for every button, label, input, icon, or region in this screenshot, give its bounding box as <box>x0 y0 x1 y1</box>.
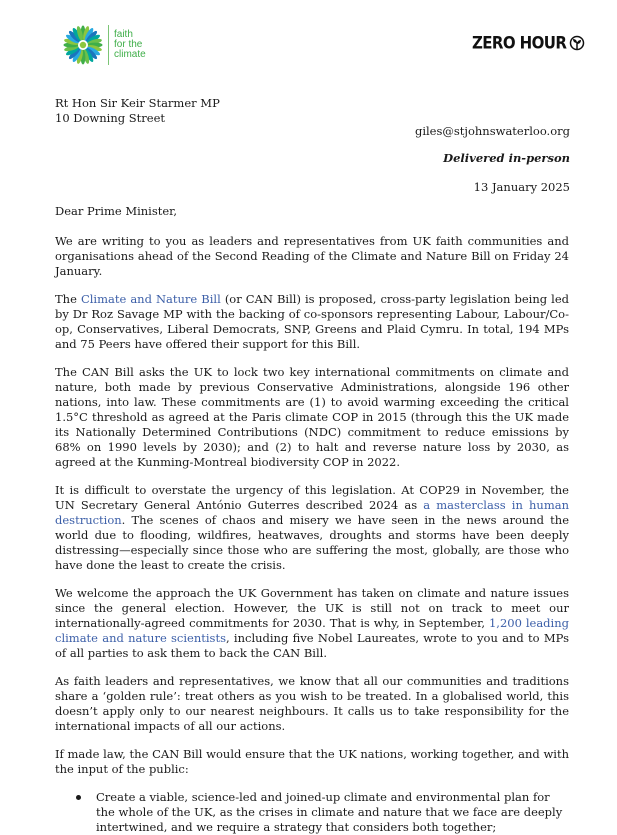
paragraph-5-text-post: , including five Nobel Laureates, wrote to you and to MPs of all parties to ask them to back the CAN Bill. <box>55 631 569 660</box>
flower-logo-icon <box>62 24 104 66</box>
zero-hour-logo <box>472 34 585 52</box>
recipient-street: 10 Downing Street <box>55 111 166 125</box>
paragraph-6: As faith leaders and representatives, we know that all our communities and traditions share a ‘golden rule’: treat others as you wish to be treated. In a globalised world, this doesn’t apply only to our nearest neighbours. It calls us to take responsibility for the international impacts of all our actions. <box>55 674 569 733</box>
paragraph-2 <box>55 292 569 352</box>
logo-line-3: climate <box>114 49 146 60</box>
letter-date: 13 January 2025 <box>473 180 570 194</box>
logo-divider <box>108 25 109 65</box>
paragraph-1: We are writing to you as leaders and representatives from UK faith communities and organisations ahead of the Second Reading of the Climate and Nature Bill on Friday 24 January. <box>55 234 569 278</box>
greeting: Dear Prime Minister, <box>55 204 178 218</box>
bullet-list <box>55 790 569 835</box>
sender-email: giles@stjohnswaterloo.org <box>414 124 570 138</box>
paragraph-7: If made law, the CAN Bill would ensure that the UK nations, working together, and with the input of the public: <box>55 747 569 776</box>
list-item <box>55 790 569 835</box>
bullet-text: Create a viable, science-led and joined-up climate and environmental plan for the whole of the UK, as the crises in climate and nature that we face are deeply intertwined, and we require a strategy that considers both together; <box>96 790 563 834</box>
bullet-dot-icon <box>76 795 81 800</box>
paragraph-4 <box>55 483 569 573</box>
paragraph-4-text-post: . The scenes of chaos and misery we have seen in the news around the world due to flooding, wildfires, heatwaves, droughts and storms have been deeply distressing—especially since those who are suffering the most, globally, are those who have done the least to create the crisis. <box>55 513 569 572</box>
letter-body <box>55 204 569 835</box>
paragraph-2-text-post: (or CAN Bill) is proposed, cross-party legislation being led by Dr Roz Savage MP with the backing of co-sponsors representing Labour, Labour/Co-op, Conservatives, Liberal Democrats, SNP, Greens and Plaid Cymru. In total, 194 MPs and 75 Peers have offered their support for this Bill. <box>55 292 570 351</box>
logo-wordmark <box>114 30 146 60</box>
recipient-address <box>55 96 220 126</box>
paragraph-5 <box>55 586 569 661</box>
logo-line-2: for the <box>114 39 143 50</box>
zero-hour-wordmark: ZERO HOUR <box>472 33 567 53</box>
climate-and-nature-bill-link[interactable]: Climate and Nature Bill <box>80 292 221 306</box>
recipient-name: Rt Hon Sir Keir Starmer MP <box>55 96 220 110</box>
scientists-letter-link[interactable]: 1,200 leading climate and nature scientists <box>55 616 569 645</box>
paragraph-4-text-pre: It is difficult to overstate the urgency of this legislation. At COP29 in November, the UN Secretary General António Guterres described 2024 as <box>55 483 569 512</box>
paragraph-5-text-pre: We welcome the approach the UK Government has taken on climate and nature issues since the general election. However, the UK is still not on track to meet our internationally-agreed commitments for 2030. That is why, in September, <box>55 586 569 630</box>
sprout-icon <box>569 35 585 51</box>
masterclass-link[interactable]: a masterclass in human destruction <box>55 498 569 527</box>
delivery-note: Delivered in-person <box>443 151 570 165</box>
faith-for-the-climate-logo <box>62 24 146 66</box>
paragraph-2-text-pre: The <box>55 292 81 306</box>
logo-line-1: faith <box>114 29 133 40</box>
paragraph-3: The CAN Bill asks the UK to lock two key international commitments on climate and nature, both made by previous Conservative Administrations, alongside 196 other nations, into law. These commitments are (1) to avoid warming exceeding the critical 1.5°C threshold as agreed at the Paris climate COP in 2015 (through this the UK made its Nationally Determined Contributions (NDC) commitment to reduce emissions by 68% on 1990 levels by 2030); and (2) to halt and reverse nature loss by 2030, as agreed at the Kunming-Montreal biodiversity COP in 2022. <box>55 365 569 469</box>
